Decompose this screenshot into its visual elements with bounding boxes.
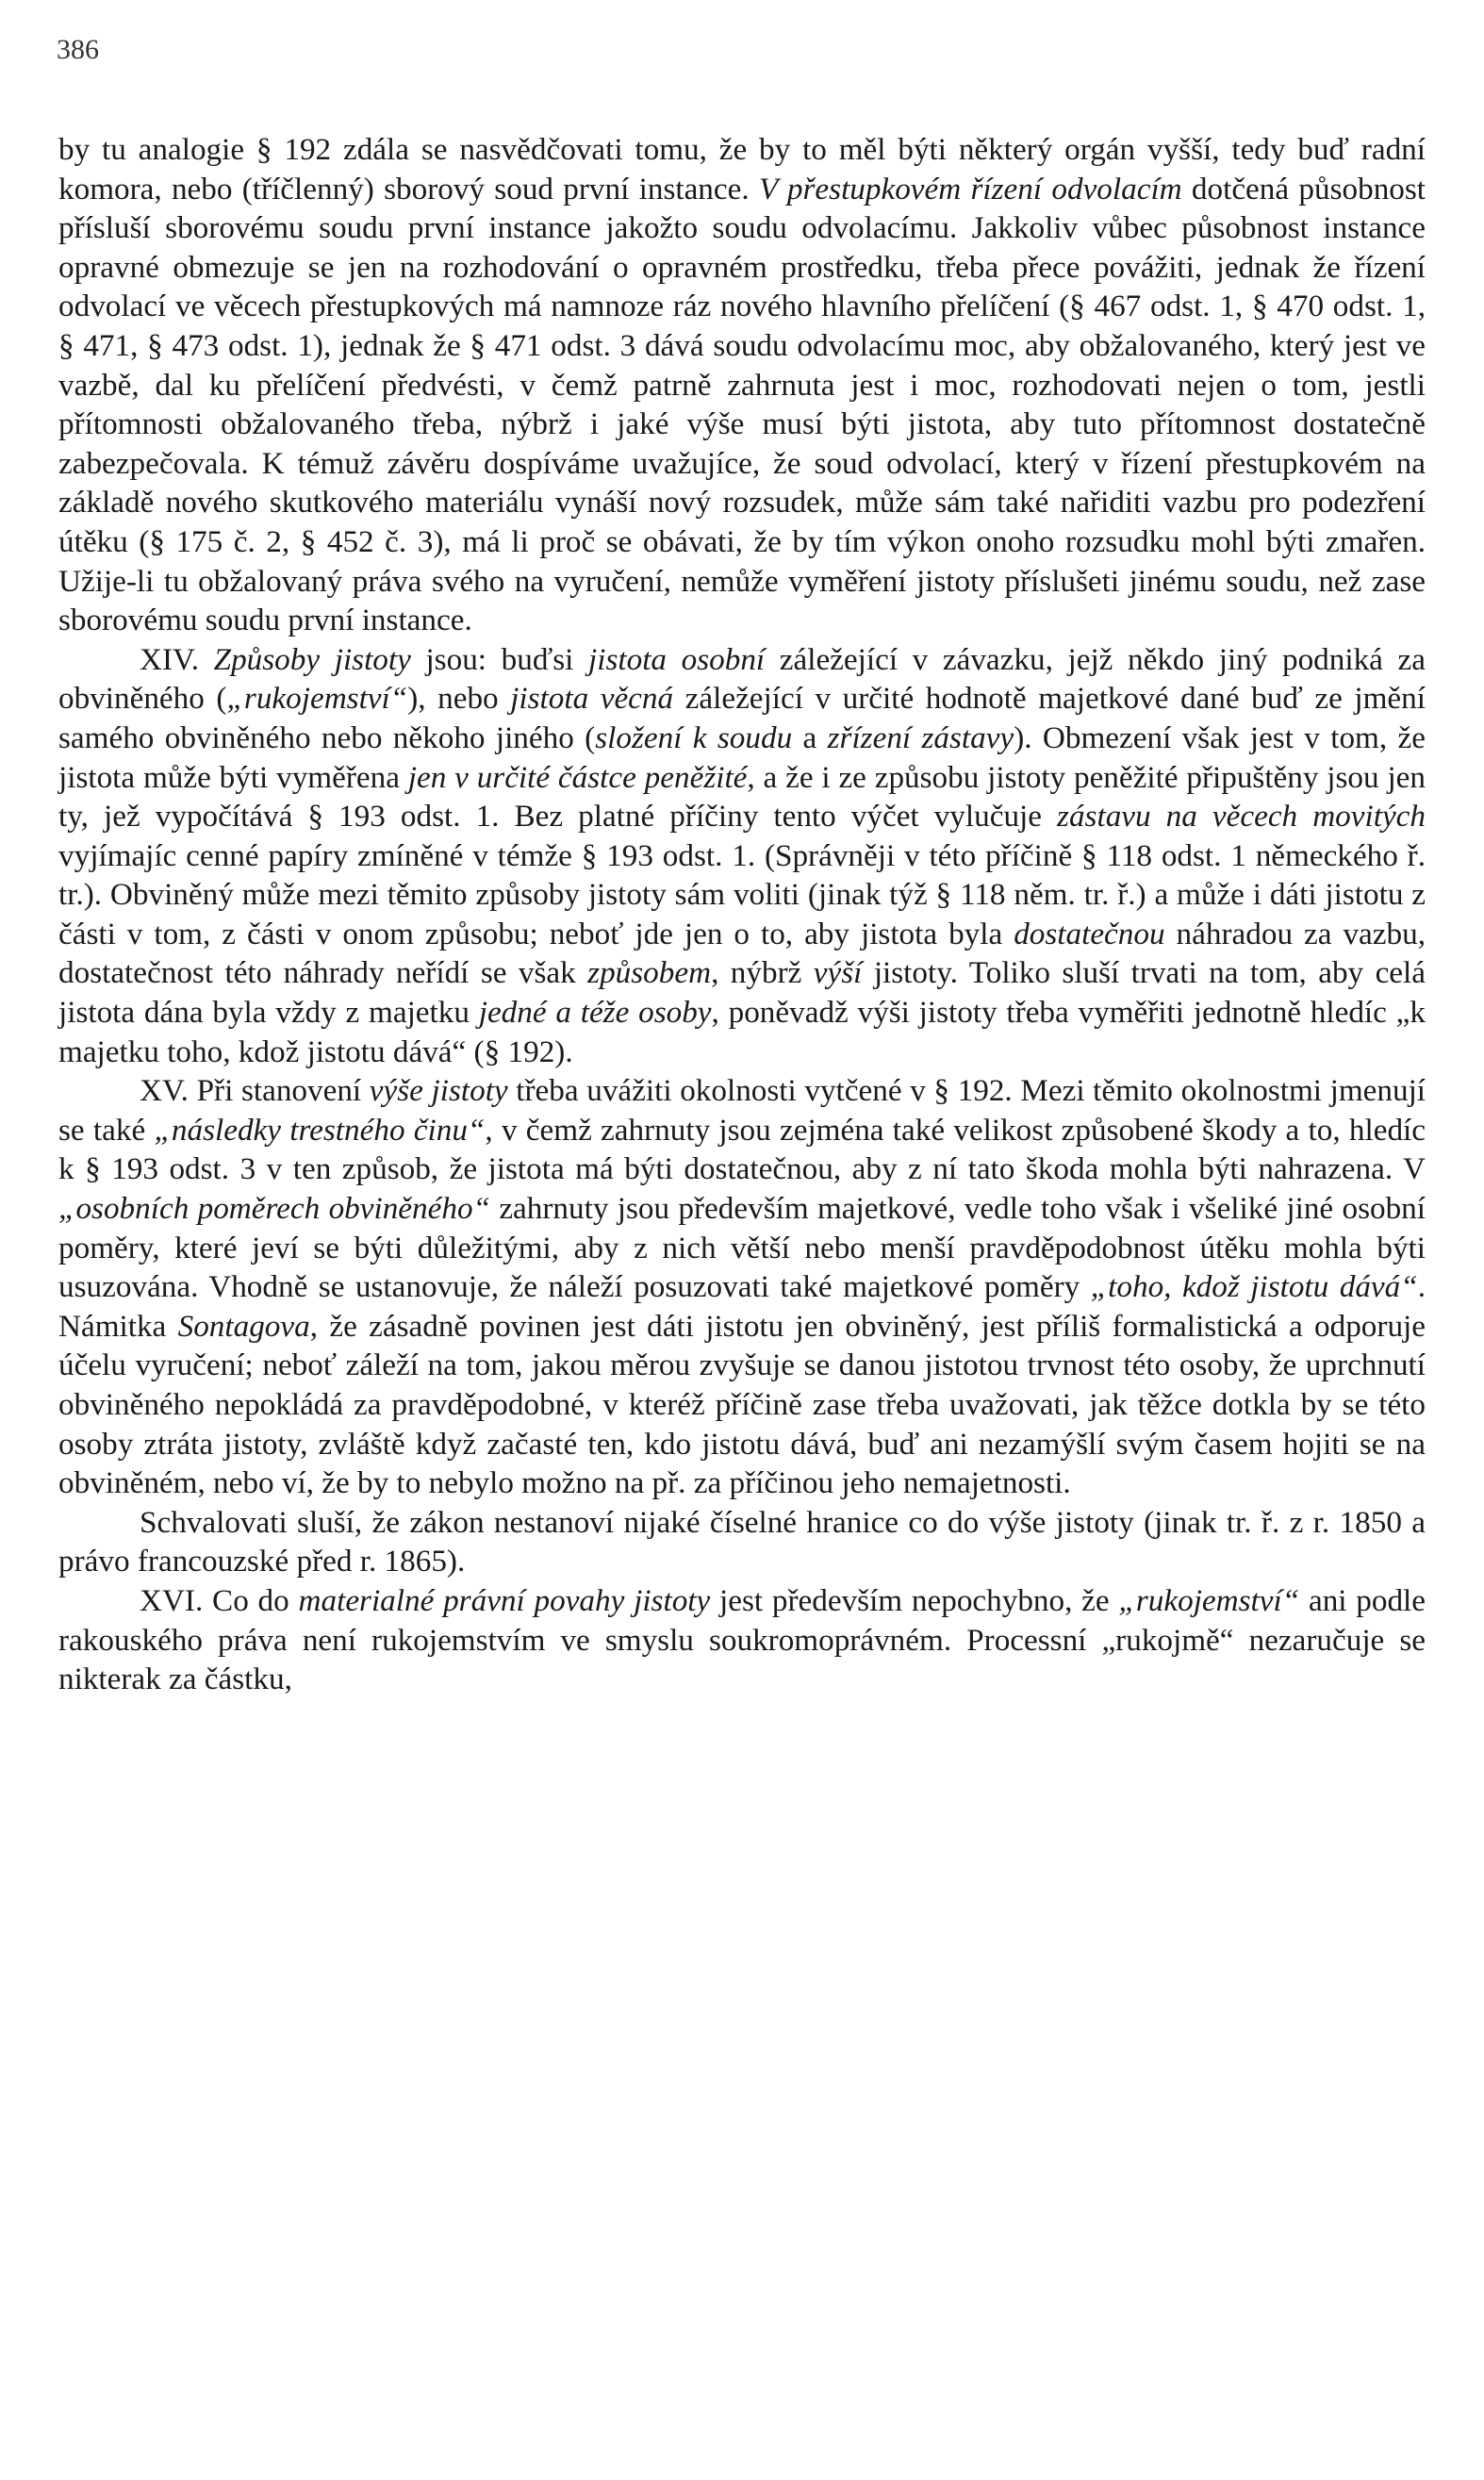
emphasized-text: jedné a téže osoby (478, 995, 712, 1031)
text-run: zahrnuty jsou především majetkové, vedle toho však i všeliké jiné osobní poměry, které jeví se býti důležitými, aby z nich větší nebo menší pravděpodobnost útěku mohla býti usuzována. Vhodně se ustanovuje, že náleží posuzovati také majetkové poměry (58, 1191, 1426, 1305)
text-run: by tu analogie § 192 zdála se nasvědčovati tomu, že by to měl býti některý orgán vyšší, tedy buď radní komora, nebo (tříčlenný) sborový soud první instance. (58, 132, 1426, 207)
emphasized-text: dostatečnou (1014, 916, 1165, 951)
paragraph-p1 (58, 130, 1426, 640)
text-run: , v čemž zahrnuty jsou zejména také velikost způsobené škody a to, hledíc k § 193 odst. 3 v ten způsob, že jistota má býti dostatečnou, aby z ní tato škoda mohla býti nahrazena. V (58, 1112, 1426, 1187)
emphasized-text: „toho, kdož jistotu dává“ (1090, 1269, 1418, 1305)
text-run: jsou: buďsi (410, 641, 589, 677)
text-run: , a že i ze způsobu jistoty peněžité připuštěny jsou jen ty, jež vypočítává § 193 odst. 1. Bez platné příčiny tento výčet vylučuje (58, 759, 1426, 835)
emphasized-text: jistota osobní (588, 641, 766, 677)
text-run: třeba uvážiti okolnosti vytčené v § 192. Mezi těmito okolnostmi jmenují se také (58, 1073, 1426, 1148)
emphasized-text: „rukojemství“ (226, 681, 408, 717)
emphasized-text: složení k soudu (595, 719, 793, 755)
text-run: XIV. (140, 641, 214, 677)
emphasized-text: výše jistoty (369, 1073, 508, 1109)
emphasized-text: jistota věcná (510, 681, 674, 717)
text-run: jest především nepochybno, že (710, 1582, 1119, 1618)
emphasized-text: materialné právní povahy jistoty (298, 1582, 711, 1618)
emphasized-text: výší (813, 955, 863, 991)
emphasized-text: V přestupkovém řízení odvolacím (758, 171, 1182, 207)
text-run: záležející v závazku, jejž někdo jiný podniká za obviněného ( (58, 641, 1426, 717)
text-run: jistoty. Toliko sluší trvati na tom, aby celá jistota dána byla vždy z majetku (58, 955, 1426, 1031)
emphasized-text: jen v určité částce peněžité (407, 759, 748, 795)
text-run: Schvalovati sluší, že zákon nestanoví nijaké číselné hranice co do výše jistoty (jinak tr. ř. z r. 1850 a právo francouzské před r. 1865). (58, 1504, 1426, 1579)
text-run: , že zásadně povinen jest dáti jistotu jen obviněný, jest příliš formalistická a odporuje účelu vyručení; neboť záleží na tom, jakou měrou zvyšuje se danou jistotou trvnost této osoby, že uprchnutí obviněného nepokládá za pravděpodobné, v kteréž příčině zase třeba uvažovati, jak těžce dotkla by se této osoby ztráta jistoty, zvláště když začasté ten, kdo jistotu dává, buď ani nezamýšlí svým časem hojiti se na obviněném, nebo ví, že by to nebylo možno na př. za příčinou jeho nemajetnosti. (58, 1308, 1426, 1501)
emphasized-text: „následky trestného činu“ (154, 1112, 486, 1148)
text-run: dotčená působnost přísluší sborovému soudu první instance jakožto soudu odvolacímu. Jakkoliv vůbec působnost instance opravné obmezuje se jen na rozhodování o opravném prostředku, třeba přece povážiti, jednak že řízení odvolací ve věcech přestupkových má namnoze ráz nového hlavního přelíčení (§ 467 odst. 1, § 470 odst. 1, § 471, § 473 odst. 1), jednak že § 471 odst. 3 dává soudu odvolacímu moc, aby obžalovaného, který jest ve vazbě, dal ku přelíčení předvésti, v čemž patrně zahrnuta jest i moc, rozhodovati nejen o tom, jestli přítomnosti obžalovaného třeba, nýbrž i jaké výše musí býti jistota, aby tuto přítomnost dostatečně zabezpečovala. K témuž závěru dospíváme uvažujíce, že soud odvolací, který v řízení přestupkovém na základě nového skutkového materiálu vynáší nový rozsudek, může sám také nařiditi vazbu pro podezření útěku (§ 175 č. 2, § 452 č. 3), má li proč se obávati, že by tím výkon onoho rozsudku mohl býti zmařen. Užije-li tu obžalovaný práva svého na vyručení, nemůže vyměření jistoty příslušeti jinému soudu, než zase sborovému soudu první instance. (58, 171, 1426, 638)
text-run: náhradou za vazbu, dostatečnost této náhrady neřídí se však (58, 916, 1426, 991)
paragraph-p3 (58, 1071, 1426, 1503)
emphasized-text: „osobních poměrech obviněného“ (58, 1191, 490, 1227)
text-run: XV. Při stanovení (140, 1073, 370, 1109)
text-run: XVI. Co do (140, 1582, 299, 1618)
emphasized-text: způsobem (587, 955, 712, 991)
page-number: 386 (57, 34, 99, 65)
emphasized-text: zástavu na věcech movitých (1057, 799, 1426, 835)
emphasized-text: „rukojemství“ (1118, 1582, 1300, 1618)
text-run: záležející v určité hodnotě majetkové dané buď ze jmění samého obviněného nebo někoho jiného ( (58, 681, 1426, 755)
paragraph-p2 (58, 640, 1426, 1072)
paragraph-p5 (58, 1581, 1426, 1699)
text-run: ani podle rakouského práva není rukojemstvím ve smyslu soukromoprávném. Processní „rukojmě“ nezaručuje se nikterak za částku, (58, 1582, 1426, 1697)
text-run: ), nebo (407, 681, 511, 717)
emphasized-text: Způsoby jistoty (213, 641, 411, 677)
text-run: vyjímajíc cenné papíry zmíněné v témže § 193 odst. 1. (Správněji v této příčině § 118 odst. 1 německého ř. tr.). Obviněný může mezi těmito způsoby jistoty sám voliti (jinak týž § 118 něm. tr. ř.) a může i dáti jistotu z části v tom, z části v onom způsobu; neboť jde jen o to, aby jistota byla (58, 837, 1426, 951)
emphasized-text: zřízení zástavy (827, 719, 1014, 755)
text-run: , poněvadž výši jistoty třeba vyměřiti jednotně hledíc „k majetku toho, kdož jistotu dává“ (§ 192). (58, 995, 1426, 1069)
text-run: ). Obmezení však jest v tom, že jistota může býti vyměřena (58, 719, 1426, 795)
text-run: a (792, 719, 828, 755)
paragraph-p4 (58, 1503, 1426, 1581)
emphasized-text: Sontagova (177, 1308, 310, 1344)
text-run: , nýbrž (711, 955, 814, 991)
text-run: . Námitka (58, 1269, 1426, 1344)
body-text (58, 130, 1426, 1699)
